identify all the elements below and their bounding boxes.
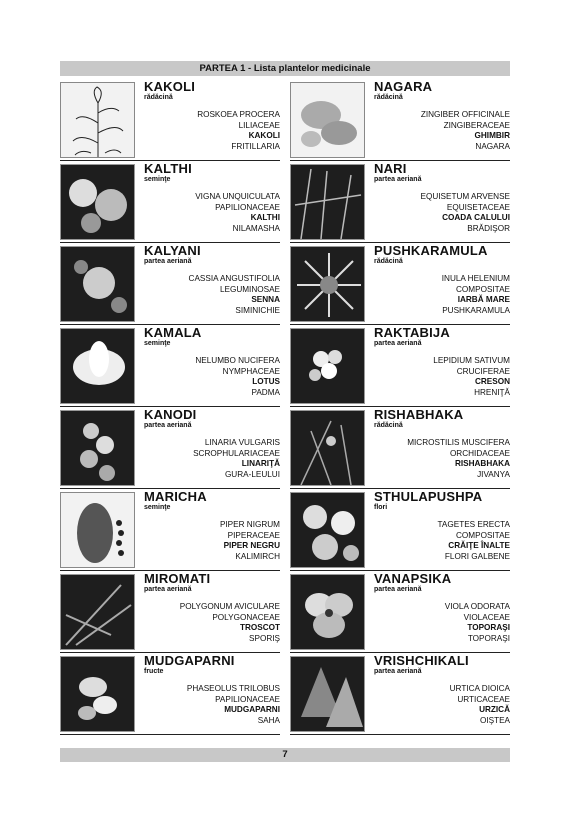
plant-entry-miromati (60, 572, 280, 654)
plant-entry-pushkaramula (290, 244, 510, 326)
alt-name: FRITILLARIA (231, 141, 280, 151)
latin-name: PIPER NIGRUM (219, 520, 280, 529)
plant-part: rădăcină (374, 422, 403, 429)
plant-photo (60, 656, 135, 732)
plant-part: partea aeriană (374, 176, 422, 183)
plant-part: seminţe (144, 340, 171, 347)
common-name: URZICĂ (479, 705, 510, 714)
plant-photo (290, 328, 365, 404)
plant-entry-kakoli (60, 80, 280, 162)
plant-name: MUDGAPARNI (144, 653, 235, 668)
family-name: PIPERACEAE (227, 530, 280, 540)
family-name: URTICACEAE (457, 694, 510, 704)
family-name: ORCHIDACEAE (449, 448, 510, 458)
latin-name: MICROSTILIS MUSCIFERA (407, 438, 510, 447)
family-name: VIOLACEAE (463, 612, 510, 622)
plant-part: partea aeriană (374, 668, 422, 675)
latin-name: NELUMBO NUCIFERA (195, 356, 280, 365)
latin-name: VIGNA UNQUICULATA (195, 192, 280, 201)
common-name: CRĂIŢE ÎNALTE (448, 541, 510, 550)
family-name: COMPOSITAE (456, 284, 510, 294)
divider (60, 734, 280, 735)
plant-name: VANAPSIKA (374, 571, 452, 586)
plant-photo (290, 410, 365, 486)
plant-name: KAMALA (144, 325, 202, 340)
latin-name: INULA HELENIUM (441, 274, 510, 283)
plant-name: VRISHCHIKALI (374, 653, 469, 668)
common-name: MUDGAPARNI (224, 705, 280, 714)
latin-name: ROSKOEA PROCERA (197, 110, 280, 119)
alt-name: GURA-LEULUI (224, 469, 280, 479)
plant-entry-kalyani (60, 244, 280, 326)
family-name: POLYGONACEAE (212, 612, 280, 622)
plant-name: PUSHKARAMULA (374, 243, 488, 258)
plant-name: KANODI (144, 407, 197, 422)
plant-photo (290, 574, 365, 650)
plant-part: partea aeriană (144, 422, 192, 429)
alt-name: PUSHKARAMULA (442, 305, 510, 315)
alt-name: FLORI GALBENE (444, 551, 510, 561)
plant-part: fructe (144, 668, 164, 675)
plant-name: KAKOLI (144, 79, 196, 94)
divider (290, 734, 510, 735)
plant-name: KALTHI (144, 161, 192, 176)
alt-name: PADMA (251, 387, 280, 397)
plant-entry-sthulapushpa (290, 490, 510, 572)
plant-name: MARICHA (144, 489, 207, 504)
page-number: 7 (60, 748, 510, 762)
section-header: PARTEA 1 - Lista plantelor medicinale (60, 61, 510, 76)
latin-name: PHASEOLUS TRILOBUS (186, 684, 280, 693)
plant-entry-nari (290, 162, 510, 244)
common-name: KAKOLI (248, 131, 280, 140)
plant-illustration (60, 82, 135, 158)
family-name: COMPOSITAE (456, 530, 510, 540)
plant-part: partea aeriană (374, 340, 422, 347)
alt-name: SIMINICHIE (235, 305, 280, 315)
latin-name: TAGETES ERECTA (437, 520, 510, 529)
plant-name: NARI (374, 161, 407, 176)
alt-name: HRENIŢĂ (474, 387, 510, 397)
latin-name: EQUISETUM ARVENSE (420, 192, 510, 201)
plant-entry-nagara (290, 80, 510, 162)
plant-photo (290, 246, 365, 322)
plant-photo (60, 328, 135, 404)
common-name: CRESON (474, 377, 510, 386)
common-name: COADA CALULUI (442, 213, 510, 222)
plant-photo (290, 656, 365, 732)
common-name: IARBĂ MARE (457, 295, 510, 304)
alt-name: KALIMIRCH (235, 551, 280, 561)
plant-name: RISHABHAKA (374, 407, 464, 422)
common-name: RISHABHAKA (454, 459, 510, 468)
plant-name: STHULAPUSHPA (374, 489, 483, 504)
family-name: SCROPHULARIACEAE (193, 448, 280, 458)
family-name: ZINGIBERACEAE (443, 120, 510, 130)
plant-part: partea aeriană (144, 586, 192, 593)
plant-name: RAKTABIJA (374, 325, 450, 340)
alt-name: TOPORAŞI (467, 633, 510, 643)
plant-entry-mudgaparni (60, 654, 280, 736)
family-name: PAPILIONACEAE (215, 694, 280, 704)
plant-photo (60, 492, 135, 568)
left-column (60, 80, 280, 736)
family-name: EQUISETACEAE (446, 202, 510, 212)
alt-name: NILAMASHA (232, 223, 280, 233)
plant-name: KALYANI (144, 243, 201, 258)
family-name: NYMPHACEAE (222, 366, 280, 376)
plant-entry-kanodi (60, 408, 280, 490)
alt-name: SAHA (257, 715, 280, 725)
alt-name: OIŞTEA (479, 715, 510, 725)
common-name: LOTUS (252, 377, 280, 386)
plant-part: partea aeriană (374, 586, 422, 593)
family-name: CRUCIFERAE (456, 366, 510, 376)
latin-name: LINARIA VULGARIS (204, 438, 280, 447)
latin-name: URTICA DIOICA (449, 684, 510, 693)
plant-part: rădăcină (144, 94, 173, 101)
family-name: LEGUMINOSAE (219, 284, 280, 294)
latin-name: ZINGIBER OFFICINALE (420, 110, 510, 119)
plant-entry-kamala (60, 326, 280, 408)
plant-photo (290, 164, 365, 240)
family-name: LILIACEAE (238, 120, 280, 130)
plant-entry-vrishchikali (290, 654, 510, 736)
latin-name: VIOLA ODORATA (444, 602, 510, 611)
alt-name: NAGARA (475, 141, 510, 151)
plant-entry-rishabhaka (290, 408, 510, 490)
plant-entry-raktabija (290, 326, 510, 408)
latin-name: LEPIDIUM SATIVUM (433, 356, 510, 365)
alt-name: BRĂDIŞOR (467, 223, 510, 233)
plant-entry-vanapsika (290, 572, 510, 654)
plant-part: seminţe (144, 504, 171, 511)
latin-name: CASSIA ANGUSTIFOLIA (188, 274, 280, 283)
plant-part: rădăcină (374, 94, 403, 101)
plant-photo (290, 492, 365, 568)
plant-name: NAGARA (374, 79, 433, 94)
common-name: GHIMBIR (474, 131, 510, 140)
plant-photo (60, 574, 135, 650)
alt-name: JIVANYA (477, 469, 510, 479)
common-name: SENNA (251, 295, 280, 304)
plant-name: MIROMATI (144, 571, 211, 586)
common-name: TROSCOT (239, 623, 280, 632)
plant-entry-maricha (60, 490, 280, 572)
latin-name: POLYGONUM AVICULARE (179, 602, 280, 611)
common-name: LINARIŢĂ (241, 459, 280, 468)
plant-photo (290, 82, 365, 158)
common-name: KALTHI (250, 213, 280, 222)
alt-name: SPORIŞ (249, 633, 280, 643)
plant-part: seminţe (144, 176, 171, 183)
common-name: TOPORAŞI (467, 623, 510, 632)
plant-part: partea aeriană (144, 258, 192, 265)
plant-photo (60, 410, 135, 486)
plant-photo (60, 164, 135, 240)
plant-photo (60, 246, 135, 322)
plant-part: flori (374, 504, 388, 511)
family-name: PAPILIONACEAE (215, 202, 280, 212)
plant-part: rădăcină (374, 258, 403, 265)
plant-entry-kalthi (60, 162, 280, 244)
right-column (290, 80, 510, 736)
common-name: PIPER NEGRU (223, 541, 280, 550)
